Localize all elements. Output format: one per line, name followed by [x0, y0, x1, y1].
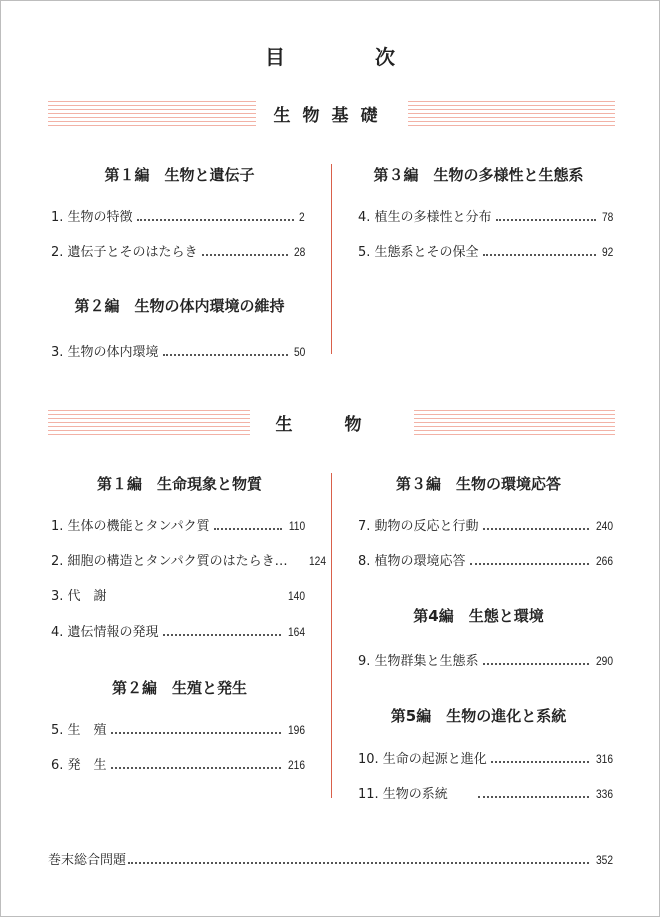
- entry-label: 2. 遺伝子とそのはたらき: [51, 245, 198, 260]
- leader-dots: [111, 766, 281, 769]
- toc-entry[interactable]: [358, 515, 613, 534]
- leader-dots: [483, 662, 589, 665]
- toc-entry[interactable]: [51, 621, 305, 640]
- leader-dots: [163, 633, 281, 636]
- entry-label: 7. 動物の反応と行動: [358, 519, 479, 534]
- entry-page: 92: [601, 245, 613, 259]
- toc-entry[interactable]: [358, 550, 613, 569]
- entry-page: 50: [293, 345, 305, 359]
- entry-page: 164: [287, 625, 305, 639]
- entry-page: 28: [293, 245, 305, 259]
- entry-page: 140: [287, 589, 305, 603]
- toc-entry[interactable]: [51, 341, 305, 360]
- entry-label: 3. 生物の体内環境: [51, 345, 159, 360]
- leader-dots: [483, 527, 589, 530]
- entry-label: 2. 細胞の構造とタンパク質のはたらき…: [51, 554, 288, 569]
- column-divider: [331, 164, 332, 354]
- entry-label: 9. 生物群集と生態系: [358, 654, 479, 669]
- page-title-left: 目: [265, 45, 285, 69]
- toc-entry[interactable]: [51, 719, 305, 738]
- part-heading: 第１編 生命現象と物質: [96, 475, 262, 493]
- leader-dots: [137, 218, 295, 221]
- entry-label: 11. 生物の系統: [358, 787, 448, 802]
- part-heading: 第4編 生態と環境: [413, 607, 544, 625]
- section-title-basic: 生物基礎: [256, 97, 408, 130]
- toc-entry[interactable]: [358, 206, 613, 225]
- part-heading: 第２編 生物の体内環境の維持: [74, 297, 285, 315]
- toc-entry[interactable]: [358, 748, 613, 767]
- part-heading: 第２編 生殖と発生: [111, 679, 247, 697]
- toc-entry[interactable]: [51, 206, 305, 225]
- page-title-right: 次: [375, 45, 395, 69]
- entry-label: 巻末総合問題: [48, 853, 127, 868]
- leader-dots: [111, 599, 281, 600]
- leader-dots: [478, 795, 589, 798]
- toc-entry-final[interactable]: [48, 849, 613, 868]
- entry-page: 316: [595, 752, 613, 766]
- leader-dots: [214, 527, 282, 530]
- entry-page: 266: [595, 554, 613, 568]
- entry-label: 6. 発 生: [51, 758, 107, 773]
- toc-entry[interactable]: [51, 550, 326, 569]
- toc-entry[interactable]: [51, 585, 305, 604]
- entry-label: 10. 生命の起源と進化: [358, 752, 487, 767]
- section-band-advanced: [48, 410, 615, 438]
- page-title: [1, 41, 659, 70]
- leader-dots: [470, 562, 589, 565]
- entry-page: 78: [601, 210, 613, 224]
- leader-dots: [128, 861, 589, 864]
- column-divider: [331, 473, 332, 798]
- entry-label: 4. 植生の多様性と分布: [358, 210, 492, 225]
- entry-label: 1. 生物の特徴: [51, 210, 133, 225]
- leader-dots: [163, 353, 288, 356]
- toc-entry[interactable]: [51, 241, 305, 260]
- entry-label: 3. 代 謝: [51, 589, 107, 604]
- entry-page: 240: [595, 519, 613, 533]
- entry-page: 110: [288, 519, 305, 533]
- entry-page: 124: [308, 554, 326, 568]
- section-title-advanced: 生物: [250, 406, 414, 439]
- entry-page: 196: [287, 723, 305, 737]
- leader-dots: [111, 731, 281, 734]
- leader-dots: [496, 218, 596, 221]
- leader-dots: [491, 760, 589, 763]
- entry-label: 5. 生 殖: [51, 723, 107, 738]
- section-band-basic: [48, 101, 615, 129]
- entry-page: 216: [287, 758, 305, 772]
- entry-label: 1. 生体の機能とタンパク質: [51, 519, 210, 534]
- toc-entry[interactable]: [51, 754, 305, 773]
- leader-dots: [483, 253, 596, 256]
- toc-entry[interactable]: [51, 515, 305, 534]
- entry-page: 336: [595, 787, 613, 801]
- entry-label: 5. 生態系とその保全: [358, 245, 479, 260]
- toc-entry[interactable]: [358, 241, 613, 260]
- part-heading: 第１編 生物と遺伝子: [104, 166, 255, 184]
- entry-label: 8. 植物の環境応答: [358, 554, 466, 569]
- entry-page: 352: [595, 853, 613, 867]
- toc-entry[interactable]: [358, 650, 613, 669]
- leader-dots: [202, 253, 288, 256]
- entry-page: 2: [299, 210, 305, 224]
- entry-label: 4. 遺伝情報の発現: [51, 625, 159, 640]
- leader-dots: [292, 564, 302, 565]
- toc-entry[interactable]: [358, 783, 613, 802]
- part-heading: 第３編 生物の環境応答: [395, 475, 561, 493]
- part-heading: 第5編 生物の進化と系統: [390, 707, 567, 725]
- part-heading: 第３編 生物の多様性と生態系: [373, 166, 584, 184]
- entry-page: 290: [595, 654, 613, 668]
